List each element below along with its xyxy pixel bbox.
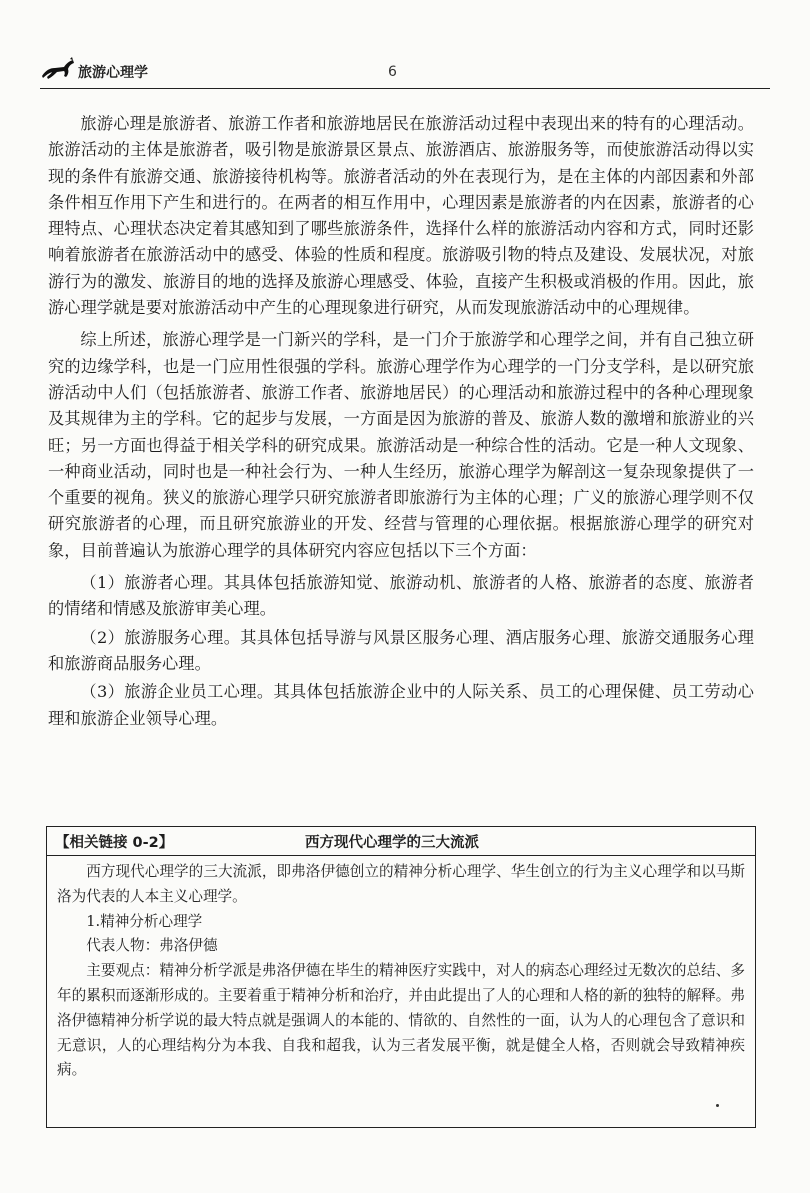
book-title: 旅游心理学 [78,65,148,81]
related-link-header [47,827,755,856]
main-body-text [48,111,754,734]
related-link-tag: 【相关链接 0-2】 [55,835,174,851]
list-item: （1）旅游者心理。其具体包括旅游知觉、旅游动机、旅游者的人格、旅游者的态度、旅游者的情绪和情感及旅游审美心理。 [48,573,754,619]
sidebar-subheading: 1.精神分析心理学 [86,912,203,930]
sidebar-paragraph: 代表人物：弗洛伊德 [86,937,218,955]
related-link-box [46,826,756,1128]
list-item: （2）旅游服务心理。其具体包括导游与风景区服务心理、酒店服务心理、旅游交通服务心理和旅游商品服务心理。 [48,627,754,673]
paragraph: 综上所述，旅游心理学是一门新兴的学科，是一门介于旅游学和心理学之间，并有自己独立研究的边缘学科，也是一门应用性很强的学科。旅游心理学作为心理学的一门分支学科，是以研究旅游活动中人们（包括旅游者、旅游工作者、旅游地居民）的心理活动和旅游过程中的各种心理现象及其规律为主的学科。它的起步与发展，一方面是因为旅游的普及、旅游人数的激增和旅游业的兴旺；另一方面也得益于相关学科的研究成果。旅游活动是一种综合性的活动。它是一种人文现象、一种商业活动，同时也是一种社会行为、一种人生经历，旅游心理学为解剖这一复杂现象提供了一个重要的视角。狭义的旅游心理学只研究旅游者即旅游行为主体的心理；广义的旅游心理学则不仅研究旅游者的心理，而且研究旅游业的开发、经营与管理的心理依据。根据旅游心理学的研究对象，目前普遍认为旅游心理学的具体研究内容应包括以下三个方面： [48,330,754,560]
stray-dot [716,1104,719,1107]
page-header [40,52,770,89]
sidebar-paragraph: 主要观点：精神分析学派是弗洛伊德在毕生的精神医疗实践中，对人的病态心理经过无数次的总结、多年的累积而逐渐形成的。主要着重于精神分析和治疗，并由此提出了人的心理和人格的新的独特的解释。弗洛伊德精神分析学说的最大特点就是强调人的本能的、情欲的、自然性的一面，认为人的心理包含了意识和无意识，人的心理结构分为本我、自我和超我，认为三者发展平衡，就是健全人格，否则就会导致精神疾病。 [57,962,745,1079]
list-item: （3）旅游企业员工心理。其具体包括旅游企业中的人际关系、员工的心理保健、员工劳动心理和旅游企业领导心理。 [48,682,754,728]
related-link-title: 西方现代心理学的三大流派 [305,835,479,851]
related-link-body [47,856,755,1083]
page-number: 6 [388,64,397,80]
paragraph: 旅游心理是旅游者、旅游工作者和旅游地居民在旅游活动过程中表现出来的特有的心理活动。旅游活动的主体是旅游者，吸引物是旅游景区景点、旅游酒店、旅游服务等，而使旅游活动得以实现的条件有旅游交通、旅游接待机构等。旅游者活动的外在表现行为，是在主体的内部因素和外部条件相互作用下产生和进行的。在两者的相互作用中，心理因素是旅游者的内在因素，旅游者的心理特点、心理状态决定着其感知到了哪些旅游条件，选择什么样的旅游活动内容和方式，同时还影响着旅游者在旅游活动中的感受、体验的性质和程度。旅游吸引物的特点及建设、发展状况，对旅游行为的激发、旅游目的地的选择及旅游心理感受、体验，直接产生积极或消极的作用。因此，旅游心理学就是要对旅游活动中产生的心理现象进行研究，从而发现旅游活动中的心理规律。 [48,114,754,318]
running-horse-icon [40,56,76,82]
sidebar-paragraph: 西方现代心理学的三大流派，即弗洛伊德创立的精神分析心理学、华生创立的行为主义心理学和以马斯洛为代表的人本主义心理学。 [57,863,745,905]
